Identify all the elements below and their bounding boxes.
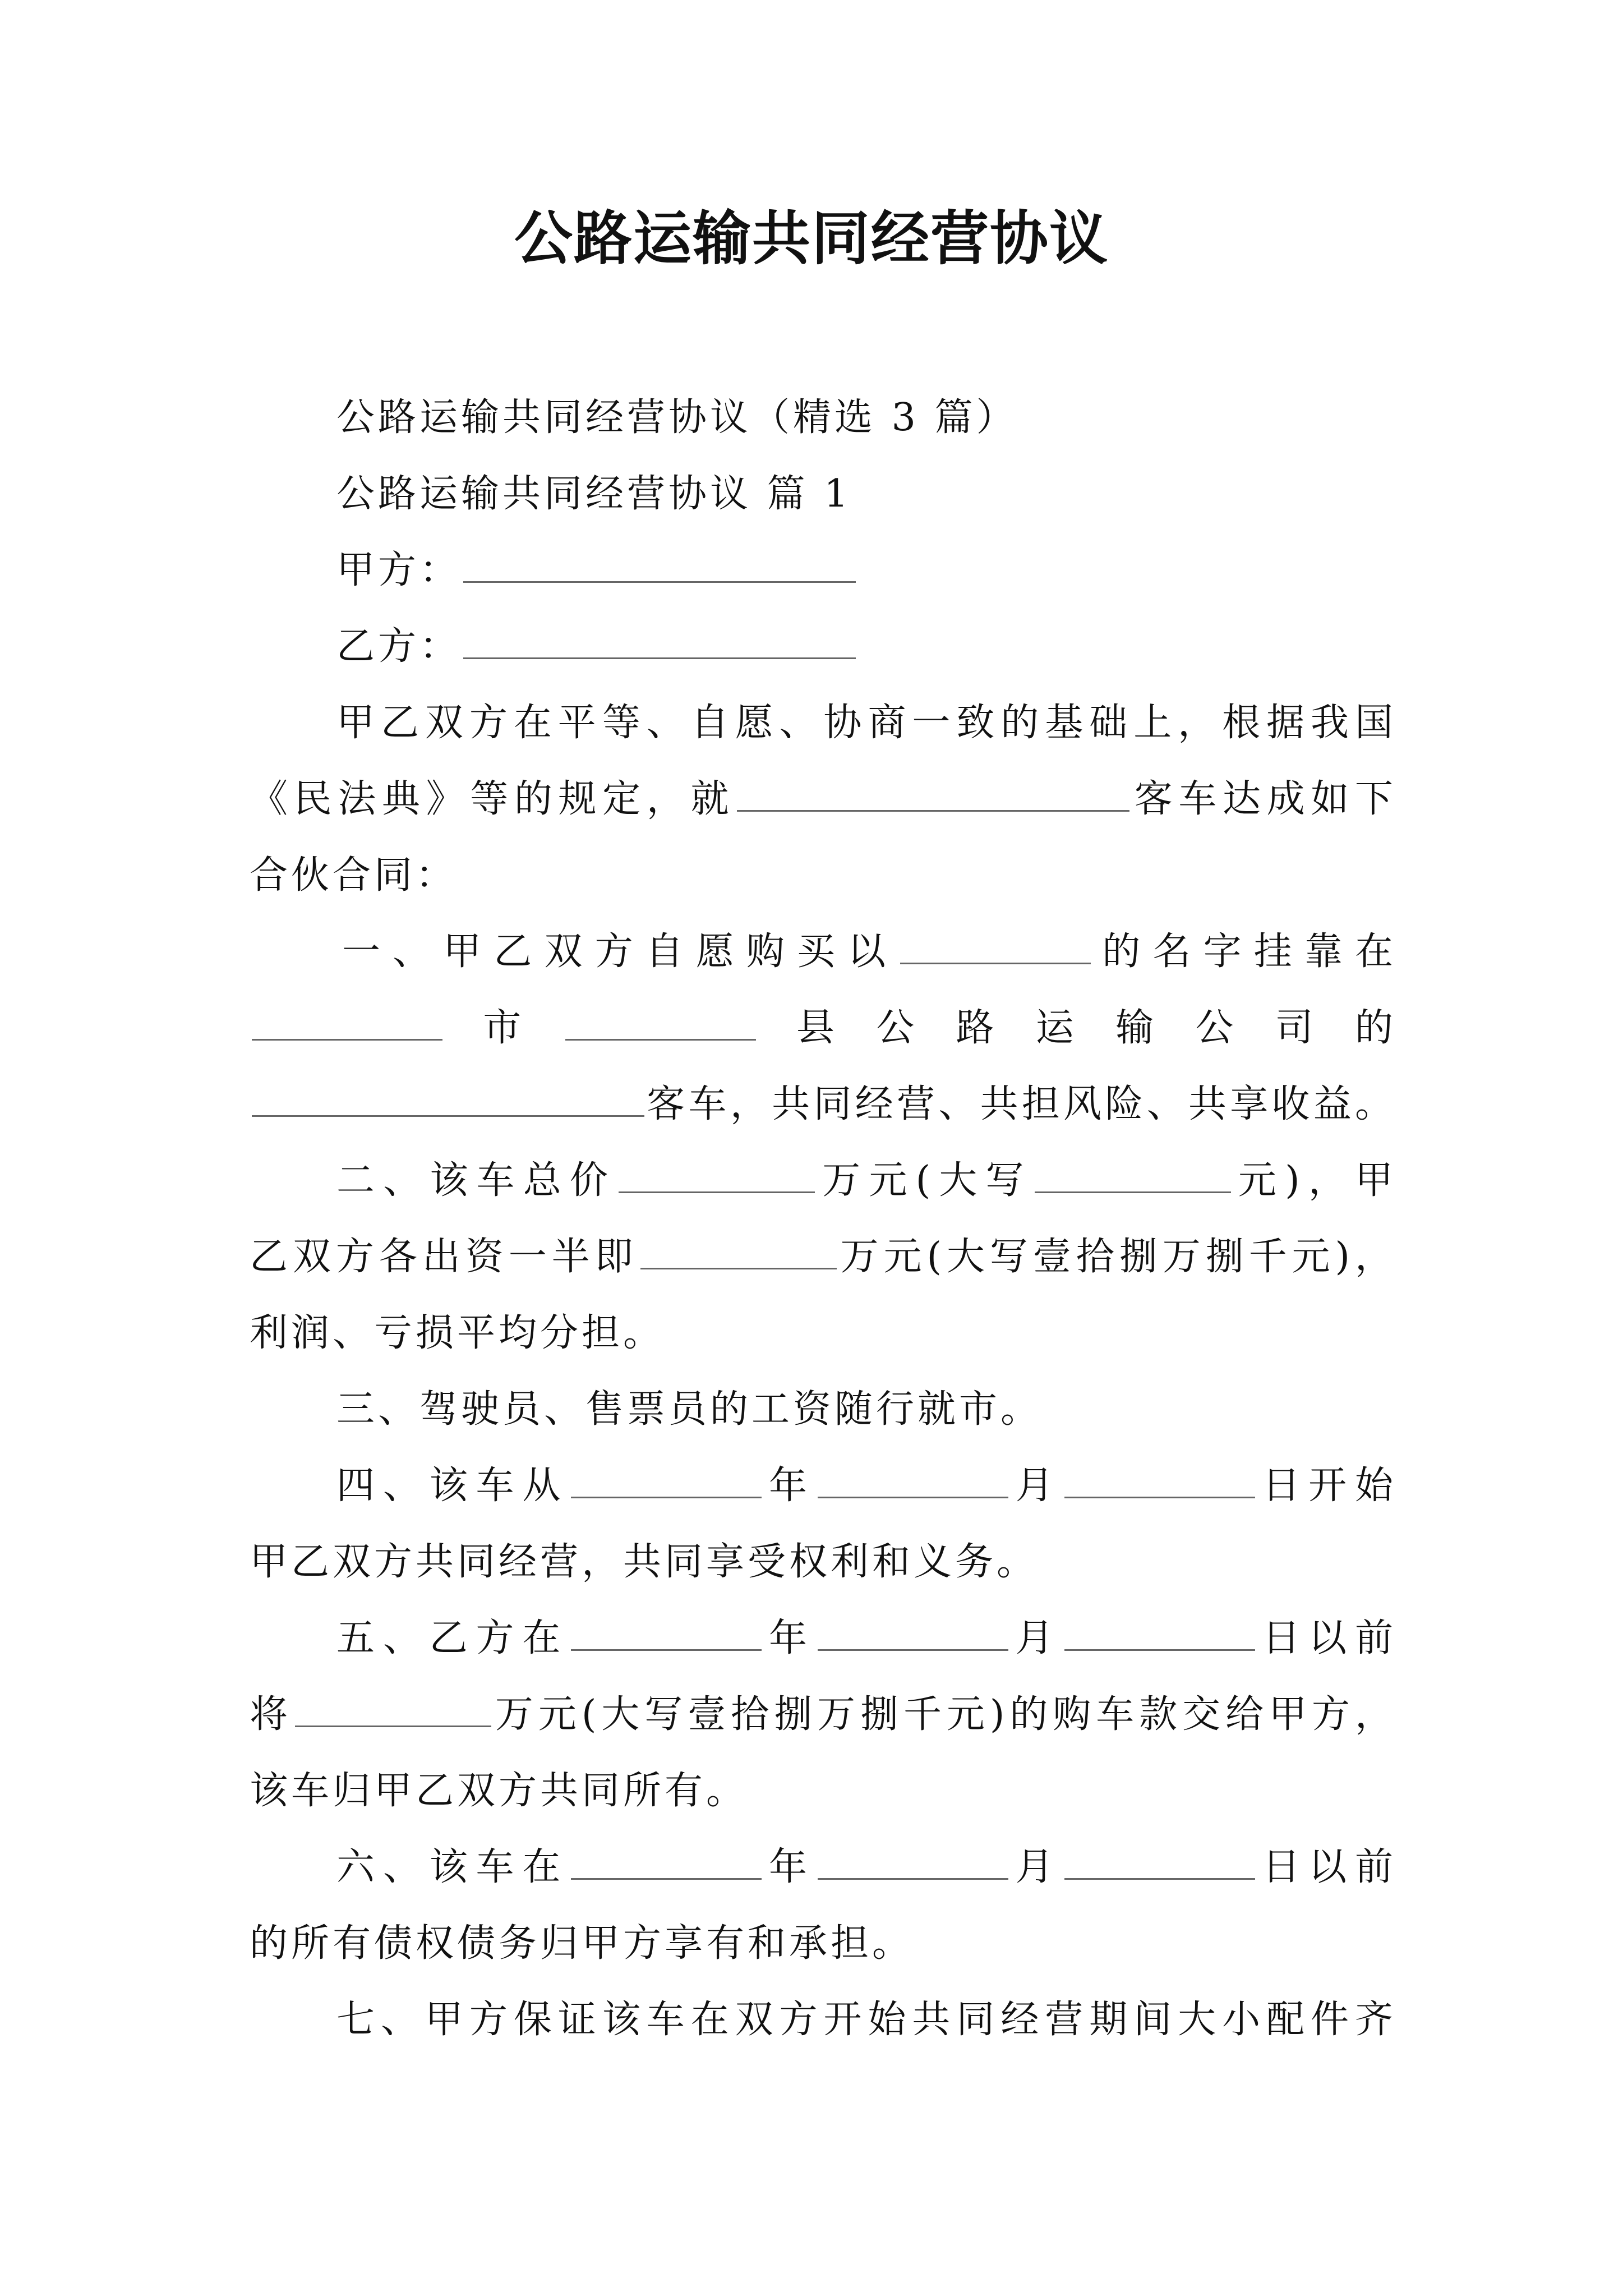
clause-1-line — [250, 997, 1396, 1059]
text-segment: 客车，共同经营、共担风险、共享收益。 — [647, 1082, 1396, 1126]
paragraph-line — [336, 692, 1396, 754]
clause-2-line — [250, 1226, 1396, 1288]
clause-3-line — [336, 1379, 1483, 1441]
clause-1-line — [342, 921, 1396, 983]
text-segment: 四、该车从 — [336, 1464, 569, 1508]
text-segment: 年 — [764, 1845, 815, 1889]
text-segment: 合伙合同： — [250, 853, 458, 898]
fill-blank — [571, 1844, 762, 1880]
paragraph-line — [250, 769, 1396, 830]
fill-blank — [640, 1234, 837, 1269]
text-segment: 日以前 — [1257, 1616, 1396, 1660]
fill-blank — [1035, 1158, 1231, 1193]
fill-blank — [295, 1692, 491, 1727]
fill-blank — [818, 1844, 1008, 1880]
text-segment: 将 — [250, 1692, 293, 1737]
text-segment: 甲乙双方在平等、自愿、协商一致的基础上，根据我国 — [336, 701, 1396, 745]
fill-blank — [737, 776, 1129, 812]
party-b-blank — [463, 624, 856, 659]
text-segment: 县公路运输公司的 — [758, 1006, 1396, 1050]
fill-blank — [818, 1463, 1008, 1498]
text-segment: 的名字挂靠在 — [1093, 930, 1396, 974]
subtitle-line — [336, 387, 1483, 449]
clause-6-line — [250, 1913, 1396, 1975]
clause-4-line — [336, 1455, 1396, 1517]
text-segment: 的所有债权债务归甲方享有和承担。 — [250, 1921, 914, 1966]
text-segment: 客车达成如下 — [1132, 777, 1396, 821]
text-segment: 《民法典》等的规定，就 — [250, 777, 735, 821]
text-segment: 万元(大写壹拾捌万捌千元)， — [838, 1235, 1396, 1279]
clause-7-line — [336, 1989, 1396, 2051]
text-segment: 五、乙方在 — [336, 1616, 569, 1660]
text-segment: 二、该车总价 — [336, 1158, 617, 1203]
text-segment: 万元(大写 — [817, 1158, 1032, 1203]
text-segment: 该车归甲乙双方共同所有。 — [250, 1769, 748, 1813]
paragraph-line — [250, 845, 1396, 907]
clause-1-line — [250, 1074, 1396, 1135]
fill-blank — [571, 1616, 762, 1651]
fill-blank — [252, 1082, 644, 1117]
fill-blank — [571, 1463, 762, 1498]
clause-2-line — [336, 1150, 1396, 1212]
fill-blank — [619, 1158, 815, 1193]
clause-5-line — [336, 1608, 1396, 1669]
text-segment: 利润、亏损平均分担。 — [250, 1311, 665, 1355]
text-segment: 三、驾驶员、售票员的工资随行就市。 — [336, 1387, 1043, 1432]
text-segment: 市 — [445, 1006, 563, 1050]
clause-2-line — [250, 1303, 1396, 1364]
clause-5-line — [250, 1760, 1396, 1822]
party-a-blank — [463, 547, 856, 583]
text-segment: 公路运输共同经营协议（精选 3 篇） — [336, 395, 1018, 440]
party-a-label: 甲方： — [336, 548, 462, 592]
fill-blank — [1064, 1463, 1255, 1498]
text-segment: 月 — [1010, 1616, 1062, 1660]
text-segment: 月 — [1010, 1464, 1062, 1508]
text-segment: 万元(大写壹拾捌万捌千元)的购车款交给甲方， — [493, 1692, 1396, 1737]
fill-blank — [252, 1005, 442, 1041]
text-segment: 甲乙双方共同经营，共同享受权利和义务。 — [250, 1540, 1039, 1584]
party-b-line — [336, 616, 1483, 678]
fill-blank — [1064, 1844, 1255, 1880]
clause-4-line — [250, 1531, 1396, 1593]
text-segment: 乙双方各出资一半即 — [250, 1235, 638, 1279]
fill-blank — [900, 929, 1091, 964]
text-segment: 年 — [764, 1464, 815, 1508]
text-segment: 元)，甲 — [1233, 1158, 1397, 1203]
fill-blank — [1064, 1616, 1255, 1651]
text-segment: 一、甲乙双方自愿购买以 — [342, 930, 898, 974]
text-segment: 公路运输共同经营协议 篇 1 — [336, 472, 852, 516]
document-title: 公路运输共同经营协议 — [514, 204, 1109, 273]
clause-5-line — [250, 1684, 1396, 1746]
text-segment: 六、该车在 — [336, 1845, 569, 1889]
clause-6-line — [336, 1837, 1396, 1898]
text-segment: 月 — [1010, 1845, 1062, 1889]
text-segment: 七、甲方保证该车在双方开始共同经营期间大小配件齐 — [336, 1998, 1396, 2042]
text-segment: 年 — [764, 1616, 815, 1660]
fill-blank — [818, 1616, 1008, 1651]
text-segment: 日开始 — [1257, 1464, 1396, 1508]
party-b-label: 乙方： — [336, 624, 462, 669]
party-a-line — [336, 540, 1483, 601]
fill-blank — [565, 1005, 756, 1041]
section-heading — [336, 463, 1483, 525]
text-segment: 日以前 — [1257, 1845, 1396, 1889]
